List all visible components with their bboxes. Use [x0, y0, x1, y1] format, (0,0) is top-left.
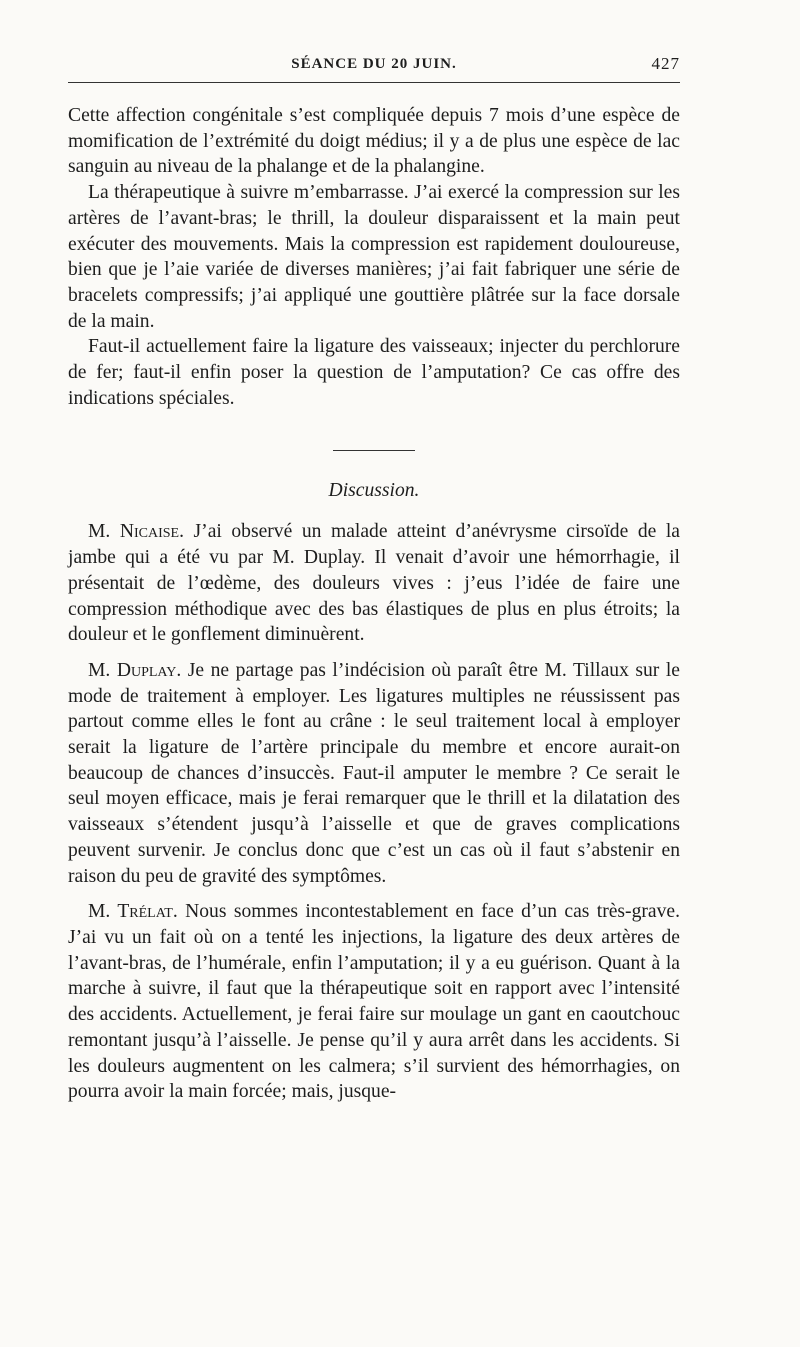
speech-text: Je ne partage pas l’indécision où paraît être M. Tillaux sur le mode de traitement à employer. Les ligatures multiples ne réussissent pas partout comme elles le font au crâne : le seul traitement local à employer serait la ligature de l’artère principale du membre et encore aurait-on beaucoup de chances d’insuccès. Faut-il amputer le membre ? Ce serait le seul moyen efficace, mais je ferai remarquer que le thrill et la dilatation des vaisseaux s’étendent jusqu’à l’aisselle et que de graves complications peuvent survenir. Je conclus donc que c’est un cas où il faut s’abstenir en raison du peu de gravité des symptômes.: [68, 659, 680, 887]
running-title: SÉANCE DU 20 JUIN.: [291, 56, 457, 72]
page-number: 427: [651, 54, 680, 73]
discussion-entry: [68, 658, 680, 889]
section-divider: [333, 450, 415, 451]
discussion-entry: [68, 899, 680, 1105]
body-paragraph: Faut-il actuellement faire la ligature des vaisseaux; injecter du perchlorure de fer; faut-il enfin poser la question de l’amputation? Ce cas offre des indications spéciales.: [68, 336, 680, 409]
body-paragraph: Cette affection congénitale s’est compliquée depuis 7 mois d’une espèce de momification de l’extrémité du doigt médius; il y a de plus une espèce de lac sanguin au niveau de la phalange et de la phalangine.: [68, 105, 680, 178]
discussion-entry: [68, 519, 680, 648]
body-paragraph: La thérapeutique à suivre m’embarrasse. J’ai exercé la compression sur les artères de l’avant-bras; le thrill, la douleur disparaissent et la main peut exécuter des mouvements. Mais la compression est rapidement douloureuse, bien que je l’aie variée de diverses manières; j’ai fait fabriquer une série de bracelets compressifs; j’ai appliqué une gouttière plâtrée sur la face dorsale de la main.: [68, 182, 680, 332]
book-page: [68, 52, 680, 1115]
speaker-name: M. Duplay.: [88, 659, 182, 681]
section-title: Discussion.: [328, 480, 420, 502]
running-header: [68, 52, 680, 83]
speaker-name: M. Nicaise.: [88, 521, 185, 543]
speech-text: J’ai observé un malade atteint d’anévrysme cirsoïde de la jambe qui a été vu par M. Duplay. Il venait d’avoir une hémorrhagie, il présentait de l’œdème, des douleurs vives : j’eus l’idée de faire une compression méthodique avec des bas élastiques de plus en plus étroits; la douleur et le gonflement diminuèrent.: [68, 521, 680, 646]
speech-text: Nous sommes incontestablement en face d’un cas très-grave. J’ai vu un fait où on a tenté les injections, la ligature des deux artères de l’avant-bras, de l’humérale, enfin l’amputation; il y a eu guérison. Quant à la marche à suivre, il faut que la thérapeutique soit en rapport avec l’intensité des accidents. Actuellement, je ferai faire sur moulage un gant en caoutchouc remontant jusqu’à l’aisselle. Je pense qu’il y aura arrêt dans les accidents. Si les douleurs augmentent on les calmera; s’il survient des hémorrhagies, on pourra avoir la main forcée; mais, jusque-: [68, 901, 680, 1103]
speaker-name: M. Trélat.: [88, 901, 178, 923]
